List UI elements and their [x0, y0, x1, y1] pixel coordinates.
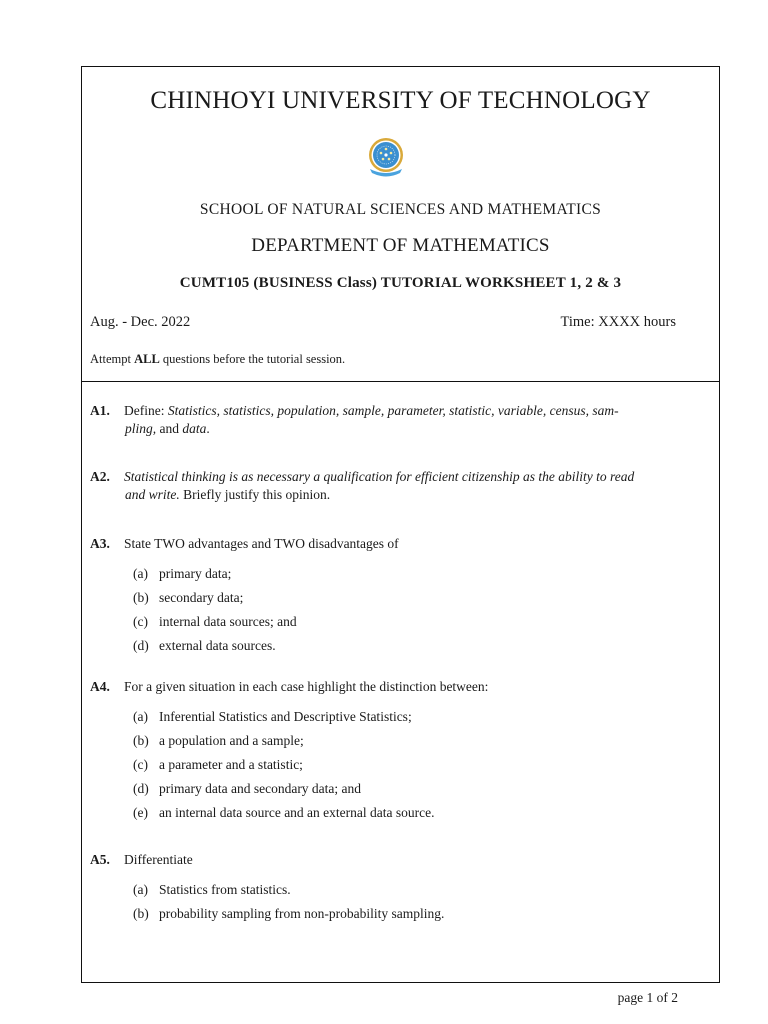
list-item — [133, 708, 412, 726]
course-title: CUMT105 (BUSINESS Class) TUTORIAL WORKSHEET 1, 2 & 3 — [179, 275, 622, 291]
question-terms-cont: pling, — [125, 421, 157, 436]
question-label: A5. — [90, 852, 110, 867]
question-text: and — [156, 421, 183, 436]
question-a5 — [90, 851, 680, 869]
item-label: (a) — [133, 566, 148, 581]
department-name: DEPARTMENT OF MATHEMATICS — [251, 235, 550, 256]
item-label: (a) — [133, 882, 148, 897]
item-text: primary data; — [159, 566, 232, 581]
question-label: A3. — [90, 536, 110, 551]
question-text: . — [206, 421, 210, 436]
list-item — [133, 780, 361, 798]
item-label: (c) — [133, 614, 148, 629]
list-item — [133, 637, 276, 655]
list-item — [133, 732, 304, 750]
item-text: a population and a sample; — [159, 733, 304, 748]
question-label: A2. — [90, 469, 110, 484]
item-text: Inferential Statistics and Descriptive Statistics; — [159, 709, 412, 724]
question-terms: Statistics, statistics, population, sample, parameter, statistic, variable, census, sam- — [167, 403, 619, 418]
question-a3 — [90, 535, 680, 553]
list-item — [133, 565, 231, 583]
list-item — [133, 881, 291, 899]
question-text: Differentiate — [124, 852, 193, 867]
question-a2 — [90, 468, 680, 504]
item-text: a parameter and a statistic; — [159, 757, 303, 772]
question-text: Briefly justify this opinion. — [179, 487, 331, 502]
question-term-data: data — [182, 421, 207, 436]
header-section — [82, 67, 719, 382]
question-text: Define: — [124, 403, 168, 418]
instructions — [90, 352, 345, 367]
question-quote: Statistical thinking is as necessary a qualification for efficient citizenship as the ability to read — [124, 469, 635, 484]
list-item — [133, 905, 444, 923]
semester-date: Aug. - Dec. 2022 — [90, 314, 191, 330]
item-label: (d) — [133, 781, 149, 796]
item-text: probability sampling from non-probability sampling. — [159, 906, 445, 921]
university-crest-icon — [364, 136, 408, 178]
question-a4 — [90, 678, 680, 696]
page-number: page 1 of 2 — [617, 990, 678, 1005]
time-allowed: Time: XXXX hours — [560, 314, 676, 330]
item-label: (c) — [133, 757, 148, 772]
worksheet-frame — [81, 66, 720, 983]
question-text: State TWO advantages and TWO disadvantages of — [124, 536, 399, 551]
question-label: A1. — [90, 403, 110, 418]
question-quote-cont: and write. — [125, 487, 180, 502]
item-label: (a) — [133, 709, 148, 724]
school-name: SCHOOL OF NATURAL SCIENCES AND MATHEMATICS — [199, 201, 602, 218]
question-label: A4. — [90, 679, 110, 694]
list-item — [133, 756, 303, 774]
question-a1 — [90, 402, 680, 438]
item-text: Statistics from statistics. — [159, 882, 291, 897]
instructions-emphasis: ALL — [134, 352, 160, 366]
item-label: (b) — [133, 590, 149, 605]
instructions-text-end: questions before the tutorial session. — [159, 352, 346, 366]
list-item — [133, 589, 243, 607]
item-text: primary data and secondary data; and — [159, 781, 362, 796]
question-text: For a given situation in each case highlight the distinction between: — [124, 679, 489, 694]
item-label: (b) — [133, 906, 149, 921]
item-text: an internal data source and an external data source. — [159, 805, 435, 820]
item-text: secondary data; — [159, 590, 244, 605]
item-label: (d) — [133, 638, 149, 653]
instructions-text: Attempt — [90, 352, 135, 366]
university-name: CHINHOYI UNIVERSITY OF TECHNOLOGY — [150, 87, 651, 114]
item-text: external data sources. — [159, 638, 276, 653]
item-label: (e) — [133, 805, 148, 820]
item-label: (b) — [133, 733, 149, 748]
list-item — [133, 613, 297, 631]
item-text: internal data sources; and — [159, 614, 297, 629]
list-item — [133, 804, 435, 822]
